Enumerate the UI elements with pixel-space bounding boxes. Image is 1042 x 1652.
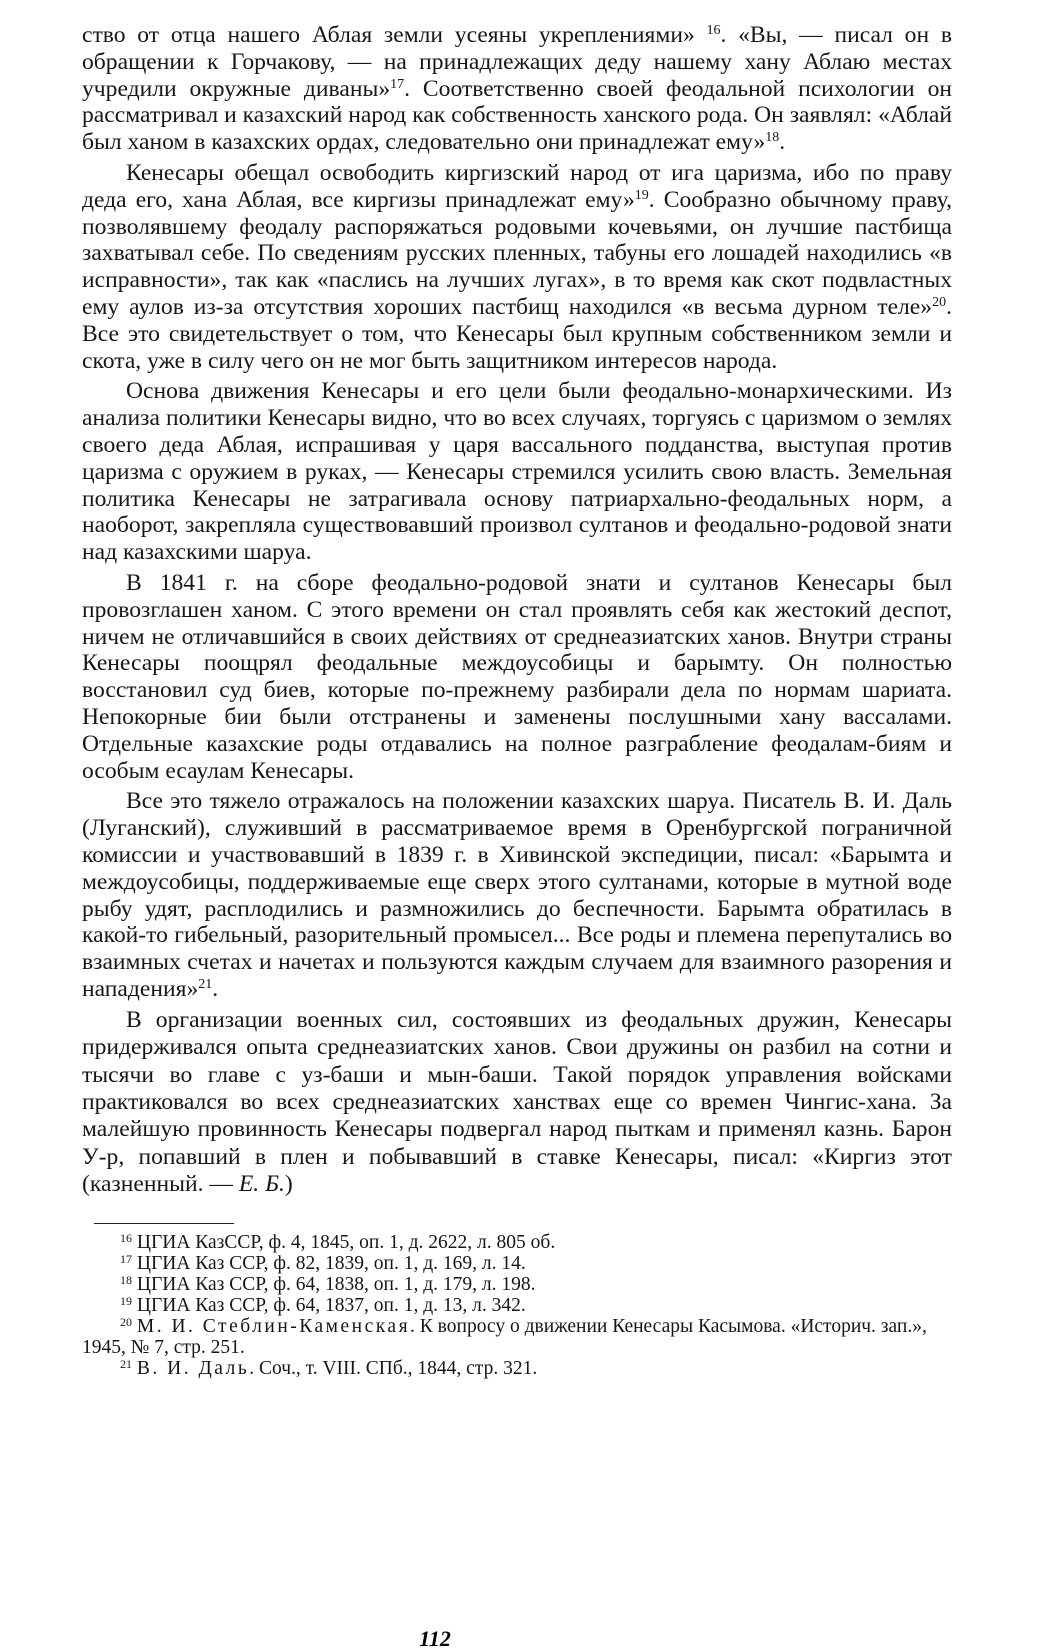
text-run: ЦГИА Каз ССР, ф. 64, 1837, оп. 1, д. 13, л. 342.: [136, 1294, 526, 1316]
text-run: . К вопросу о движении Кенесары Касымова. «Историч. зап.», 1945, № 7, стр. 251.: [82, 1315, 927, 1358]
text-run: . Все это свидетельствует о том, что Кенесары был крупным собственником земли и скота, уже в силу чего он не мог быть защитником интересов народа.: [82, 293, 952, 374]
text-run: .: [779, 129, 786, 156]
book-page: [82, 22, 952, 1379]
paragraph-p4: [82, 570, 952, 784]
text-run: ство от отца нашего Аблая земли усеяны укреплениями»: [82, 22, 707, 48]
paragraph-p1: [82, 22, 952, 156]
footnote: [82, 1295, 952, 1316]
paragraph-p5: [82, 788, 952, 1002]
body-text: [82, 22, 952, 1199]
text-run: В организации военных сил, состоявших из феодальных дружин, Кенесары придерживался опыта среднеазиатских ханов. Свои дружины он разбил на сотни и тысячи во главе с уз-баши и мын-баши. Такой порядок управления войсками практиковался во всех среднеазиатских ханствах еще со времен Чингис-хана. За малейшую провинность Кенесары подвергал народ пыткам и применял казнь. Барон У-р, попавший в плен и побывавший в ставке Кенесары, писал: «Киргиз этот (казненный. —: [82, 1006, 952, 1198]
footnote-ref: 21: [198, 976, 213, 992]
paragraph-p3: [82, 378, 952, 566]
text-run: ЦГИА Каз ССР, ф. 82, 1839, оп. 1, д. 169, л. 14.: [136, 1252, 526, 1274]
footnote-separator: [94, 1223, 234, 1224]
footnote-number: 17: [120, 1251, 132, 1266]
text-run: . «Вы, — писал он в обращении к Горчакову, — на принадлежащих деду нашему хану Аблаю местах учредили окружные диваны»: [82, 22, 952, 102]
footnote-ref: 17: [390, 76, 405, 92]
page-number: 112: [419, 1626, 451, 1651]
footnote-number: 19: [120, 1293, 132, 1308]
footnote: [82, 1253, 952, 1274]
text-run: Кенесары обещал освободить киргизский народ от ига царизма, ибо по праву деда его, хана Аблая, все киргизы принадлежат ему»: [82, 159, 952, 213]
text-run: Все это тяжело отражалось на положении казахских шаруа. Писатель В. И. Даль (Луганский), служивший в рассматриваемое время в Оренбургской пограничной комиссии и участвовавший в 1839 г. в Хивинской экспедиции, писал: «Барымта и междоусобицы, поддерживаемые еще сверх этого султанами, которые в мутной воде рыбу удят, расплодились и размножились до беспечности. Барымта обратилась в какой-то гибельный, разорительный промысел... Все роды и племена перепутались во взаимных счетах и начетах и пользуются каждым случаем для взаимного разорения и нападения»: [82, 788, 952, 1002]
paragraph-p2: [82, 160, 952, 374]
author-name: М. И. Стеблин-Каменская: [136, 1315, 411, 1337]
footnote: [82, 1274, 952, 1295]
paragraph-p6: [82, 1007, 952, 1199]
text-run: . Сообразно обычному праву, позволявшему феодалу распоряжаться родовыми кочевьями, он лучшие пастбища захватывал себе. По сведениям русских пленных, табуны его лошадей находились «в исправности», так как «паслись на лучших лугах», в то время как скот подвластных ему аулов из-за отсутствия хороших пастбищ находился «в весьма дурном теле»: [82, 186, 952, 320]
text-run: В 1841 г. на сборе феодально-родовой знати и султанов Кенесары был провозглашен ханом. С этого времени он стал проявлять себя как жестокий деспот, ничем не отличавшийся в своих действиях от среднеазиатских ханов. Внутри страны Кенесары поощрял феодальные междоусобицы и барымту. Он полностью восстановил суд биев, которые по-прежнему разбирали дела по нормам шариата. Непокорные бии были отстранены и заменены послушными хану вассалами. Отдельные казахские роды отдавались на полное разграбление феодалам-биям и особым есаулам Кенесары.: [82, 569, 952, 784]
text-run: . Соч., т. VIII. СПб., 1844, стр. 321.: [249, 1357, 538, 1379]
footnote-number: 21: [120, 1356, 132, 1371]
footnote: [82, 1316, 952, 1358]
footnote-number: 18: [120, 1272, 132, 1287]
footnote-ref: 19: [634, 187, 649, 203]
footnote-ref: 20: [932, 294, 947, 310]
text-run: Основа движения Кенесары и его цели были феодально-монархическими. Из анализа политики Кенесары видно, что во всех случаях, торгуясь с царизмом о землях своего деда Аблая, испрашивая у царя вассального подданства, выступая против царизма с оружием в руках, — Кенесары стремился усилить свою власть. Земельная политика Кенесары не затрагивала основу патриархально-феодальных норм, а наоборот, закрепляла существовавший произвол султанов и феодально-родовой знати над казахскими шаруа.: [82, 378, 952, 566]
text-run: . Соответственно своей феодальной психологии он рассматривал и казахский народ как собственность ханского рода. Он заявлял: «Аблай был ханом в казахских ордах, следовательно они принадлежат ему»: [82, 75, 952, 156]
text-run: ЦГИА Каз ССР, ф. 64, 1838, оп. 1, д. 179, л. 198.: [136, 1273, 536, 1295]
footnote-ref: 18: [765, 130, 780, 146]
footnote: [82, 1358, 952, 1379]
footnotes: [82, 1232, 952, 1379]
text-run: ЦГИА КазССР, ф. 4, 1845, оп. 1, д. 2622, л. 805 об.: [136, 1231, 556, 1253]
text-run: ): [284, 1171, 293, 1198]
footnote-ref: 16: [706, 23, 721, 38]
text-run: .: [212, 975, 219, 1002]
footnote: [82, 1232, 952, 1253]
footnote-number: 20: [120, 1314, 132, 1329]
italic-text: Е. Б.: [238, 1171, 285, 1198]
author-name: В. И. Даль: [136, 1357, 250, 1379]
footnote-number: 16: [120, 1230, 132, 1245]
